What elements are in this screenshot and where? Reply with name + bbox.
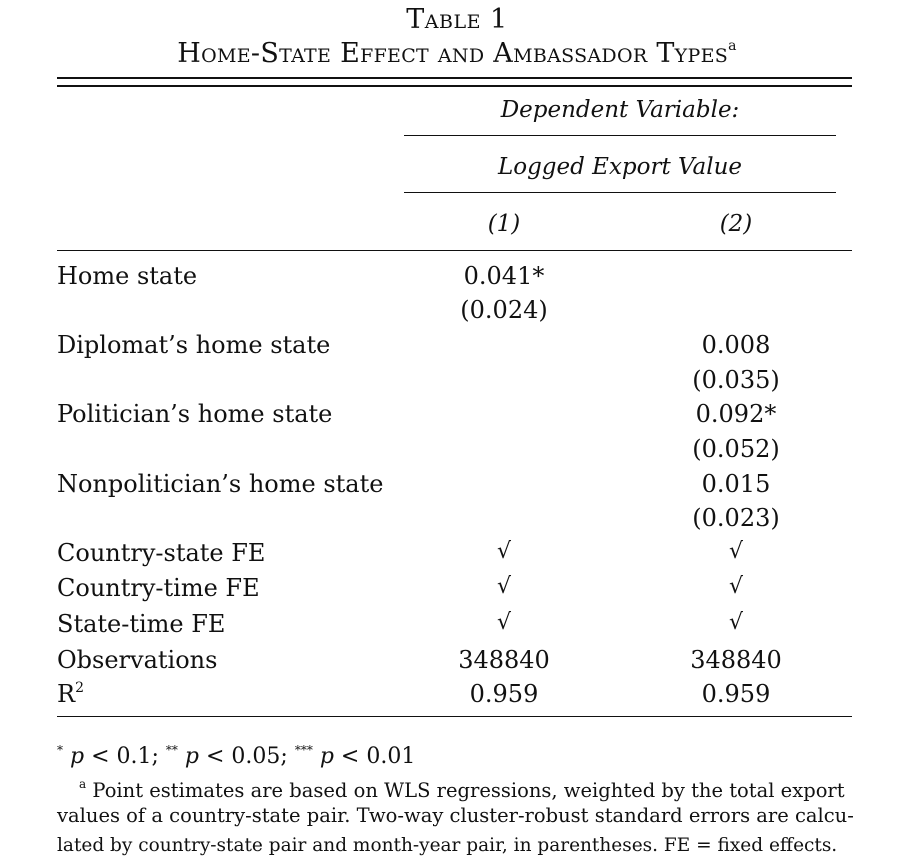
- row-label-home-state: Home state: [57, 262, 198, 290]
- header-rule-1: [404, 135, 836, 136]
- sig-threshold-1: < 0.1;: [84, 744, 166, 769]
- sig-p-2: p: [184, 744, 199, 769]
- row-label-nonpolitician-home-state: Nonpolitician’s home state: [57, 470, 384, 498]
- fe-label-state-time: State-time FE: [57, 610, 226, 638]
- title-footnote-marker: a: [728, 38, 737, 54]
- sig-marker-3: ***: [294, 743, 313, 757]
- r-squared-exponent: 2: [75, 680, 84, 696]
- footnote-line-2: values of a country-state pair. Two-way cluster-robust standard errors are calcu-: [57, 804, 854, 827]
- table-number: Table 1: [406, 4, 508, 35]
- r-squared-letter: R: [57, 680, 76, 708]
- dependent-variable: Logged Export Value: [497, 154, 743, 180]
- politician-se: (0.052): [692, 435, 780, 463]
- politician-coef: 0.092*: [695, 400, 777, 428]
- table-title: [0, 38, 914, 69]
- table-title-text: Home-State Effect and Ambassador Types: [177, 38, 729, 69]
- observations-1: 348840: [458, 646, 550, 674]
- sig-p-1: p: [70, 744, 85, 769]
- row-label-diplomat-home-state: Diplomat’s home state: [57, 331, 331, 359]
- r-squared-2: 0.959: [701, 680, 771, 708]
- footnote-marker: a: [79, 777, 87, 791]
- r-squared-label: [57, 680, 84, 708]
- footnote-line-3: lated by country-state pair and month-year pair, in parentheses. FE = fixed effects.: [57, 835, 838, 856]
- top-rule-2: [57, 85, 852, 87]
- observations-label: Observations: [57, 646, 218, 674]
- r-squared-1: 0.959: [469, 680, 539, 708]
- fe-country-state-check-2: √: [728, 539, 744, 564]
- sig-marker-2: **: [165, 743, 178, 757]
- nonpolitician-se: (0.023): [692, 504, 780, 532]
- fe-country-time-check-1: √: [496, 574, 512, 599]
- fe-label-country-time: Country-time FE: [57, 574, 260, 602]
- sig-threshold-3: < 0.01: [333, 744, 416, 769]
- row-label-politician-home-state: Politician’s home state: [57, 400, 333, 428]
- home-state-coef: 0.041*: [463, 262, 545, 290]
- fe-country-time-check-2: √: [728, 574, 744, 599]
- sig-threshold-2: < 0.05;: [199, 744, 295, 769]
- sig-marker-1: *: [57, 743, 63, 757]
- header-rule-2: [404, 192, 836, 193]
- header-bottom-rule: [57, 250, 852, 251]
- fe-label-country-state: Country-state FE: [57, 539, 266, 567]
- top-rule-1: [57, 77, 852, 79]
- home-state-se: (0.024): [460, 296, 548, 324]
- column-header-2: (2): [719, 211, 753, 237]
- table-bottom-rule: [57, 716, 852, 717]
- fe-state-time-check-1: √: [496, 610, 512, 635]
- sig-p-3: p: [319, 744, 334, 769]
- fe-country-state-check-1: √: [496, 539, 512, 564]
- dependent-variable-label: Dependent Variable:: [500, 97, 740, 123]
- column-header-1: (1): [487, 211, 521, 237]
- diplomat-se: (0.035): [692, 366, 780, 394]
- observations-2: 348840: [690, 646, 782, 674]
- footnote-text-1: Point estimates are based on WLS regressions, weighted by the total export: [92, 779, 845, 802]
- diplomat-coef: 0.008: [701, 331, 771, 359]
- nonpolitician-coef: 0.015: [701, 470, 771, 498]
- fe-state-time-check-2: √: [728, 610, 744, 635]
